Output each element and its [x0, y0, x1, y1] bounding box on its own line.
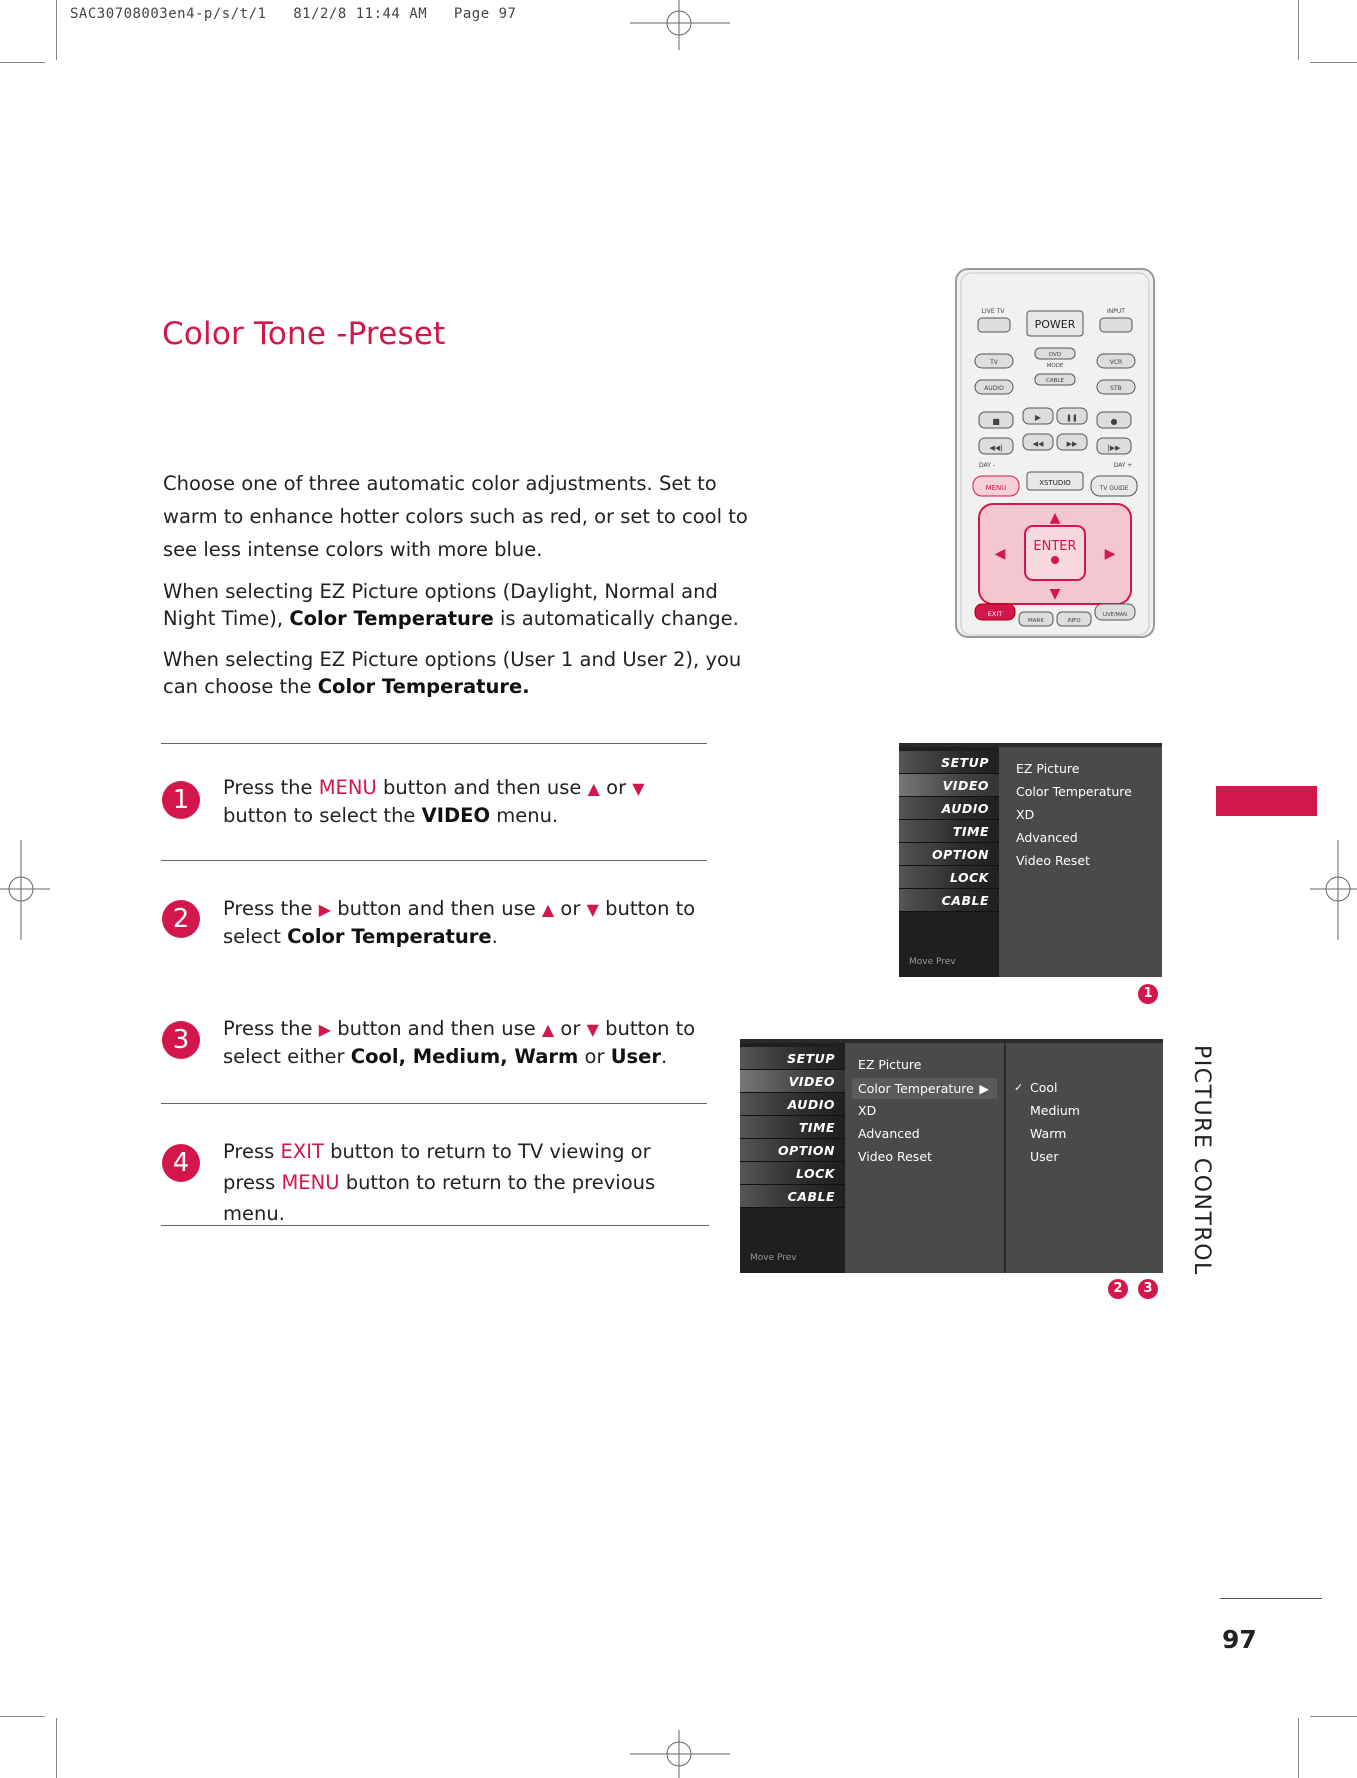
menu-key: MENU — [281, 1171, 340, 1194]
enter-label: ENTER — [1033, 539, 1077, 554]
step-2-text — [223, 895, 703, 950]
ref-badge-2: 2 — [1108, 1279, 1128, 1299]
t: button to return to the previous menu. — [223, 1171, 656, 1225]
menu-cable: CABLE — [740, 1185, 845, 1208]
t: Press — [223, 1140, 281, 1163]
intro-p2-text-end: is automatically change. — [493, 607, 739, 630]
right-arrow-icon: ▶ — [318, 1020, 332, 1039]
option-user: User — [1030, 1149, 1059, 1164]
t: or — [554, 897, 587, 920]
registration-mark-right — [1310, 840, 1357, 940]
day-minus-label: DAY - — [979, 462, 995, 469]
input-label: INPUT — [1107, 308, 1125, 315]
print-header: SAC30708003en4-p/s/t/1 81/2/8 11:44 AM Page 97 — [70, 6, 517, 22]
menu-label: MENU — [985, 484, 1007, 492]
menu-item-color-temperature — [852, 1078, 997, 1099]
menu-footer: Move Prev — [750, 1253, 797, 1263]
right-arrow-icon: ▶ — [318, 900, 332, 919]
t: button to select either — [223, 1017, 696, 1068]
t: button to select — [223, 897, 696, 948]
crop-mark — [0, 62, 45, 63]
intro-paragraph-3 — [163, 646, 763, 700]
menu-cable: CABLE — [899, 889, 999, 912]
submenu-arrow-icon: ▶ — [979, 1081, 989, 1096]
t: menu. — [490, 804, 559, 827]
dpad-up-icon: ▲ — [1049, 510, 1061, 526]
t: Press the — [223, 897, 319, 920]
t: or — [554, 1017, 587, 1040]
menu-lock: LOCK — [740, 1162, 845, 1185]
check-icon: ✓ — [1014, 1081, 1024, 1094]
menu-option: OPTION — [740, 1139, 845, 1162]
menu-audio: AUDIO — [740, 1093, 845, 1116]
menu-key: MENU — [318, 776, 377, 799]
up-arrow-icon: ▲ — [541, 1020, 555, 1039]
menu-item-label: Color Temperature — [858, 1081, 974, 1096]
menu-time: TIME — [899, 820, 999, 843]
intro-paragraph-1: Choose one of three automatic color adjustments. Set to warm to enhance hotter colors such as red, or set to cool to see less intense colors with more blue. — [163, 472, 748, 561]
step-3-number: 3 — [162, 1021, 200, 1059]
t: or — [599, 776, 633, 799]
crop-mark — [56, 0, 57, 60]
divider — [161, 1103, 707, 1104]
power-label: POWER — [1034, 318, 1076, 331]
tv-label: TV — [990, 359, 998, 366]
intro-p3-text: When selecting EZ Picture options (User 1 and User 2), you can choose the — [163, 648, 742, 698]
crop-mark — [1298, 1718, 1299, 1778]
t: . — [661, 1045, 668, 1068]
registration-mark-left — [0, 840, 50, 940]
vcr-label: VCR — [1109, 359, 1123, 366]
menu-option: OPTION — [899, 843, 999, 866]
menu-item-advanced: Advanced — [858, 1126, 920, 1141]
stop-icon: ■ — [992, 417, 1000, 426]
crop-mark — [1310, 62, 1357, 63]
dpad-left-icon: ◀ — [994, 546, 1006, 562]
crop-mark — [1310, 1716, 1357, 1717]
t: button and then use — [376, 776, 588, 799]
intro-p2-bold: Color Temperature — [289, 607, 494, 630]
t: Press the — [223, 776, 319, 799]
stb-label: STB — [1110, 385, 1122, 392]
menu-item-ez-picture: EZ Picture — [1016, 761, 1080, 776]
menu-item-advanced: Advanced — [1016, 830, 1078, 845]
step-2-number: 2 — [162, 900, 200, 938]
mark-label: MARK — [1028, 618, 1044, 624]
livetv-label: LIVE TV — [981, 308, 1005, 315]
menu-item-ez-picture: EZ Picture — [858, 1057, 922, 1072]
section-tab — [1216, 786, 1317, 816]
registration-mark-top — [630, 0, 730, 50]
menu-column-divider — [1004, 1043, 1006, 1273]
t: or — [578, 1045, 611, 1068]
down-arrow-icon: ▼ — [586, 900, 599, 919]
menu-item-color-temperature: Color Temperature — [1016, 784, 1132, 799]
option-warm: Warm — [1030, 1126, 1067, 1141]
play-icon: ▶ — [1034, 413, 1042, 422]
xstudio-label: XSTUDIO — [1039, 479, 1071, 487]
crop-mark — [56, 1718, 57, 1778]
crop-mark — [0, 1716, 45, 1717]
menu-setup: SETUP — [740, 1047, 845, 1070]
step-1-number: 1 — [162, 781, 200, 819]
option-medium: Medium — [1030, 1103, 1080, 1118]
liveman-label: LIVE/MAN — [1103, 612, 1127, 618]
ref-badge-3: 3 — [1138, 1279, 1158, 1299]
t: button and then use — [331, 1017, 542, 1040]
menu-time: TIME — [740, 1116, 845, 1139]
menu-item-video-reset: Video Reset — [1016, 853, 1090, 868]
t: button to select the — [223, 804, 422, 827]
option-cool: Cool — [1030, 1080, 1058, 1095]
down-arrow-icon: ▼ — [586, 1020, 599, 1039]
pause-icon: ❚❚ — [1066, 414, 1078, 422]
menu-item-xd: XD — [858, 1103, 877, 1118]
down-arrow-icon: ▼ — [632, 779, 645, 798]
exit-key: EXIT — [280, 1140, 324, 1163]
t: Press the — [223, 1017, 319, 1040]
ref-badge-1: 1 — [1138, 984, 1158, 1004]
divider — [161, 1225, 709, 1226]
dvd-label: DVD — [1048, 352, 1062, 358]
exit-label: EXIT — [987, 610, 1003, 618]
menu-footer: Move Prev — [909, 957, 956, 967]
step-4-number: 4 — [162, 1144, 200, 1182]
cable-label: CABLE — [1046, 378, 1064, 384]
color-temperature-menu-screenshot — [740, 1039, 1163, 1273]
color-temp-key: Color Temperature — [287, 925, 492, 948]
dpad-down-icon: ▼ — [1049, 586, 1061, 602]
menu-setup: SETUP — [899, 751, 999, 774]
next-icon: |▶▶ — [1107, 444, 1121, 452]
intro-p3-bold: Color Temperature. — [317, 675, 530, 698]
up-arrow-icon: ▲ — [587, 779, 600, 798]
page-title: Color Tone -Preset — [162, 316, 446, 352]
menu-side-column — [899, 747, 999, 977]
menu-video: VIDEO — [740, 1070, 845, 1093]
menu-audio: AUDIO — [899, 797, 999, 820]
video-menu-screenshot — [899, 743, 1162, 977]
remote-control-illustration — [955, 268, 1155, 638]
menu-item-xd: XD — [1016, 807, 1035, 822]
day-plus-label: DAY + — [1113, 462, 1133, 469]
t: button and then use — [331, 897, 542, 920]
step-4-text — [223, 1136, 703, 1229]
menu-side-column — [740, 1043, 845, 1273]
fast-forward-icon: ▶▶ — [1066, 440, 1078, 448]
intro-paragraph-2 — [163, 578, 763, 632]
page-number: 97 — [1222, 1625, 1257, 1654]
up-arrow-icon: ▲ — [541, 900, 555, 919]
menu-item-video-reset: Video Reset — [858, 1149, 932, 1164]
video-key: VIDEO — [421, 804, 491, 827]
crop-mark — [1298, 0, 1299, 60]
user-key: User — [610, 1045, 662, 1068]
divider — [161, 860, 707, 861]
dpad-right-icon: ▶ — [1104, 546, 1116, 562]
divider — [161, 743, 707, 744]
step-3-text — [223, 1015, 703, 1070]
tvguide-label: TV GUIDE — [1099, 485, 1129, 492]
audio-label: AUDIO — [984, 385, 1004, 392]
options-key: Cool, Medium, Warm — [350, 1045, 579, 1068]
info-label: INFO — [1067, 618, 1081, 624]
step-1-text — [223, 774, 703, 829]
section-label: PICTURE CONTROL — [1189, 1045, 1214, 1276]
mode-label: MODE — [1046, 363, 1064, 369]
registration-mark-bottom — [630, 1730, 730, 1778]
menu-lock: LOCK — [899, 866, 999, 889]
t: . — [491, 925, 498, 948]
t: button to return to TV viewing or press — [223, 1140, 651, 1194]
page-number-rule — [1220, 1598, 1322, 1599]
rewind-icon: ◀◀ — [1032, 440, 1044, 448]
prev-icon: ◀◀| — [989, 444, 1003, 452]
menu-video: VIDEO — [899, 774, 999, 797]
record-icon: ● — [1110, 417, 1118, 426]
intro-p2-text: When selecting EZ Picture options (Daylight, Normal and Night Time), — [163, 580, 718, 630]
